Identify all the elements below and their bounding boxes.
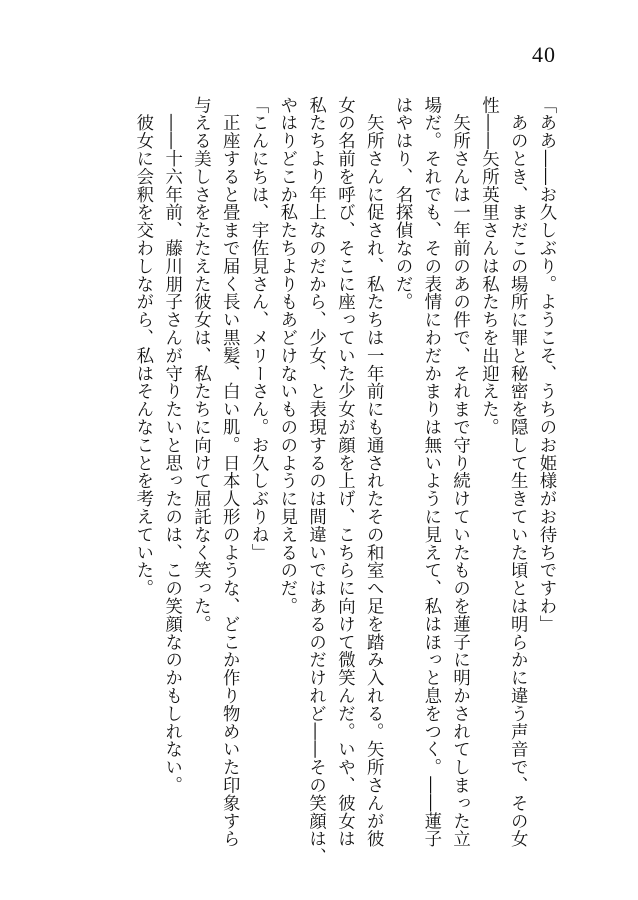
body-text <box>128 96 560 866</box>
page-number: 40 <box>532 42 556 67</box>
text-line: 場だ。それでも、その表情にわだかまりは無いように見えて、私はほっと息をつく。――蓮子 <box>420 96 441 848</box>
text-line: 矢所さんは一年前のあの件で、それまで守り続けていたものを蓮子に明かされてしまった立 <box>449 96 470 848</box>
text-line: 与える美しさをたたえた彼女は、私たちに向けて屈託なく笑った。 <box>190 96 211 633</box>
text-line: 「ああ――お久しぶり。ようこそ、うちのお姫様がお待ちですわ」 <box>536 96 556 633</box>
text-line: 矢所さんに促され、私たちは一年前にも通されたその和室へ足を踏み入れる。矢所さんが彼 <box>363 96 384 848</box>
text-line: はやはり、名探偵なのだ。 <box>392 96 413 311</box>
text-line: あのとき、まだこの場所に罪と秘密を隠して生きていた頃とは明らかに違う声音で、その女 <box>507 96 528 848</box>
text-line: 彼女に会釈を交わしながら、私はそんなことを考えていた。 <box>132 96 153 598</box>
text-line: やはりどこか私たちよりもあどけないもののように見えるのだ。 <box>276 96 297 616</box>
text-line: 「こんにちは、宇佐見さん、メリーさん。お久しぶりね」 <box>248 96 269 562</box>
text-line: 性――矢所英里さんは私たちを出迎えた。 <box>478 96 499 437</box>
text-line: 女の名前を呼び、そこに座っていた少女が顔を上げ、こちらに向けて微笑んだ。いや、彼女は <box>334 96 355 848</box>
text-line: ――十六年前、藤川朋子さんが守りたいと思ったのは、この笑顔なのかもしれない。 <box>161 96 182 795</box>
text-line: 私たちより年上なのだから、少女、と表現するのは間違いではあるのだけれど――その笑顔は、 <box>305 96 326 866</box>
text-line: 正座すると畳まで届く長い黒髪、白い肌。日本人形のような、どこか作り物めいた印象すら <box>219 96 240 848</box>
